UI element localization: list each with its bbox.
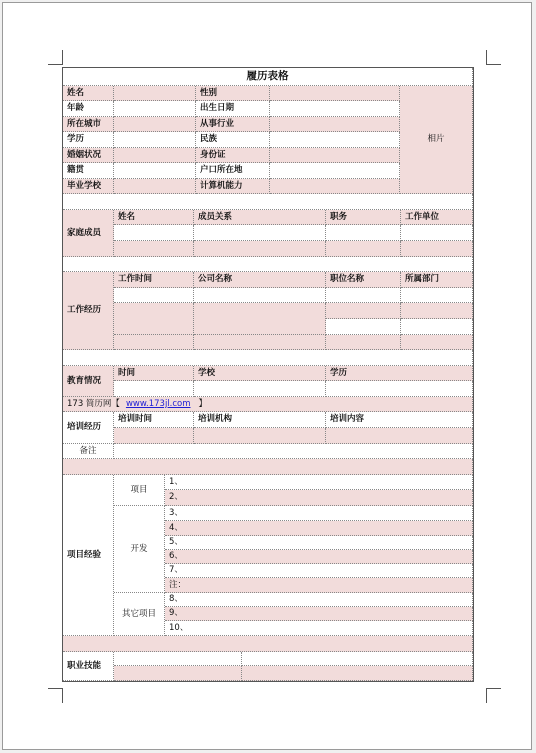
value-computer[interactable]	[270, 179, 400, 194]
family-cell[interactable]	[326, 241, 401, 257]
spacer-row	[63, 194, 473, 210]
project-item[interactable]: 4、	[165, 521, 473, 536]
family-cell[interactable]	[401, 225, 473, 241]
remarks-label: 备注	[63, 444, 114, 459]
project-group-develop: 开发	[114, 506, 165, 593]
family-cell[interactable]	[401, 241, 473, 257]
work-cell[interactable]	[401, 335, 473, 350]
value-id-card[interactable]	[270, 148, 400, 163]
label-city: 所在城市	[63, 117, 114, 132]
label-computer: 计算机能力	[196, 179, 270, 194]
label-ethnicity: 民族	[196, 132, 270, 148]
work-label: 工作经历	[63, 272, 114, 350]
skills-cell[interactable]	[114, 666, 242, 681]
work-cell[interactable]	[194, 303, 326, 335]
edu-header-school: 学校	[194, 366, 326, 381]
label-marital: 婚姻状况	[63, 148, 114, 163]
family-header-relation: 成员关系	[194, 210, 326, 225]
remarks-value[interactable]	[114, 444, 473, 459]
family-cell[interactable]	[194, 225, 326, 241]
training-header-org: 培训机构	[194, 412, 326, 428]
label-age: 年龄	[63, 101, 114, 117]
project-item[interactable]: 7、	[165, 564, 473, 578]
training-label: 培训经历	[63, 412, 114, 444]
value-marital[interactable]	[114, 148, 196, 163]
work-cell[interactable]	[114, 303, 194, 335]
work-cell[interactable]	[194, 335, 326, 350]
project-group-other: 其它项目	[114, 593, 165, 636]
project-item[interactable]: 5、	[165, 536, 473, 550]
work-cell[interactable]	[326, 303, 401, 319]
label-birth: 出生日期	[196, 101, 270, 117]
family-cell[interactable]	[114, 241, 194, 257]
crop-mark-bottom-left	[48, 688, 63, 703]
work-cell[interactable]	[114, 335, 194, 350]
value-gender[interactable]	[270, 86, 400, 101]
value-city[interactable]	[114, 117, 196, 132]
family-header-employer: 工作单位	[401, 210, 473, 225]
skills-cell[interactable]	[242, 652, 473, 666]
project-item[interactable]: 1、	[165, 475, 473, 490]
work-cell[interactable]	[326, 319, 401, 335]
label-native: 籍贯	[63, 163, 114, 179]
source-link[interactable]: www.173jl.com	[125, 398, 191, 409]
source-suffix: 】	[198, 398, 208, 409]
edu-label: 教育情况	[63, 366, 114, 397]
family-label: 家庭成员	[63, 210, 114, 257]
project-note[interactable]: 注：	[165, 578, 473, 593]
project-item[interactable]: 8、	[165, 593, 473, 607]
value-name[interactable]	[114, 86, 196, 101]
project-item[interactable]: 10、	[165, 621, 473, 636]
spacer-row	[63, 257, 473, 272]
edu-cell[interactable]	[194, 381, 326, 397]
crop-mark-bottom-right	[486, 688, 501, 703]
value-birth[interactable]	[270, 101, 400, 117]
edu-header-degree: 学历	[326, 366, 473, 381]
source-prefix: 173 简历网【	[67, 398, 120, 409]
project-item[interactable]: 2、	[165, 490, 473, 506]
family-cell[interactable]	[326, 225, 401, 241]
value-school[interactable]	[114, 179, 196, 194]
work-header-dept: 所属部门	[401, 272, 473, 288]
table-title: 履历表格	[63, 68, 473, 86]
label-industry: 从事行业	[196, 117, 270, 132]
label-id-card: 身份证	[196, 148, 270, 163]
work-cell[interactable]	[194, 288, 326, 303]
label-hukou: 户口所在地	[196, 163, 270, 179]
label-gender: 性别	[196, 86, 270, 101]
skills-cell[interactable]	[242, 666, 473, 681]
project-item[interactable]: 3、	[165, 506, 473, 521]
project-item[interactable]: 6、	[165, 550, 473, 564]
family-cell[interactable]	[194, 241, 326, 257]
value-ethnicity[interactable]	[270, 132, 400, 148]
work-cell[interactable]	[401, 303, 473, 319]
family-header-position: 职务	[326, 210, 401, 225]
label-education: 学历	[63, 132, 114, 148]
value-native[interactable]	[114, 163, 196, 179]
skills-cell[interactable]	[114, 652, 242, 666]
edu-header-time: 时间	[114, 366, 194, 381]
label-name: 姓名	[63, 86, 114, 101]
work-cell[interactable]	[401, 319, 473, 335]
work-cell[interactable]	[114, 288, 194, 303]
crop-mark-top-right	[486, 50, 501, 65]
project-label: 项目经验	[63, 475, 114, 636]
family-cell[interactable]	[114, 225, 194, 241]
edu-cell[interactable]	[326, 381, 473, 397]
training-cell[interactable]	[114, 428, 194, 444]
spacer-row	[63, 350, 473, 366]
project-group-project: 项目	[114, 475, 165, 506]
work-header-company: 公司名称	[194, 272, 326, 288]
skills-label: 职业技能	[63, 652, 114, 681]
work-header-time: 工作时间	[114, 272, 194, 288]
value-industry[interactable]	[270, 117, 400, 132]
training-header-content: 培训内容	[326, 412, 473, 428]
training-header-time: 培训时间	[114, 412, 194, 428]
source-row	[63, 397, 473, 412]
work-cell[interactable]	[326, 335, 401, 350]
project-item[interactable]: 9、	[165, 607, 473, 621]
edu-cell[interactable]	[114, 381, 194, 397]
crop-mark-top-left	[48, 50, 63, 65]
value-hukou[interactable]	[270, 163, 400, 179]
training-cell[interactable]	[194, 428, 326, 444]
value-age[interactable]	[114, 101, 196, 117]
spacer-row	[63, 636, 473, 652]
work-cell[interactable]	[326, 288, 401, 303]
spacer-row	[63, 459, 473, 475]
value-education[interactable]	[114, 132, 196, 148]
work-header-title: 职位名称	[326, 272, 401, 288]
label-school: 毕业学校	[63, 179, 114, 194]
work-cell[interactable]	[401, 288, 473, 303]
family-header-name: 姓名	[114, 210, 194, 225]
resume-table	[62, 67, 474, 682]
photo-cell[interactable]: 相片	[400, 86, 473, 194]
training-cell[interactable]	[326, 428, 473, 444]
